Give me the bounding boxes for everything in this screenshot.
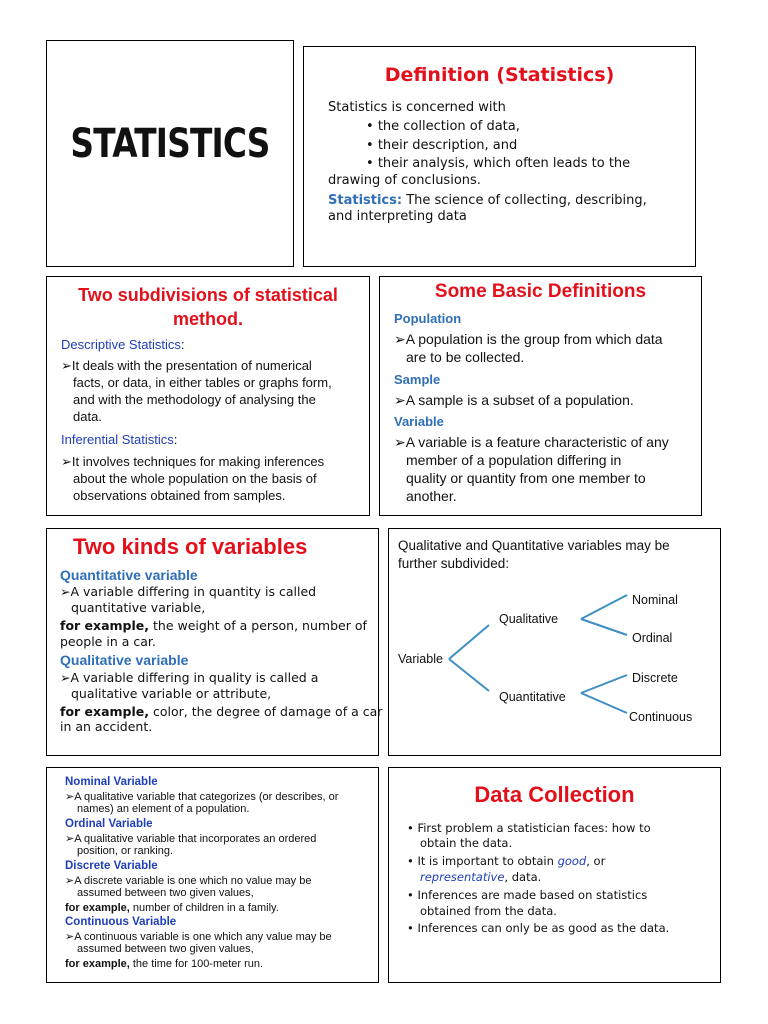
statistics-title-card — [46, 40, 294, 267]
tree-edge — [581, 693, 627, 713]
definition-bullet: • the collection of data, — [366, 119, 520, 134]
data-collection-bullet: • First problem a statistician faces: how to — [407, 821, 651, 835]
discrete-label: Discrete Variable — [65, 860, 158, 872]
tree-node-nominal: Nominal — [632, 593, 678, 607]
definition-continuation: drawing of conclusions. — [328, 173, 481, 188]
population-line: are to be collected. — [406, 349, 525, 365]
inferential-line: about the whole population on the basis of — [73, 471, 317, 486]
definition-card — [303, 46, 696, 267]
variable-kinds-card — [46, 528, 383, 756]
data-collection-bullet-cont: obtained from the data. — [420, 904, 557, 918]
definition-bullet: • their description, and — [366, 138, 518, 153]
nominal-line: names) an element of a population. — [77, 803, 250, 815]
continuous-label: Continuous Variable — [65, 916, 177, 928]
quantitative-example: people in a car. — [60, 634, 156, 649]
definition-statement-cont: and interpreting data — [328, 209, 467, 224]
qualitative-label: Qualitative variable — [60, 652, 189, 668]
inferential-line: ➢ It involves techniques for making inferences — [61, 454, 324, 470]
statistics-title: STATISTICS — [70, 121, 270, 167]
data-collection-title: Data Collection — [474, 782, 635, 807]
variable-types-card — [46, 767, 379, 983]
data-collection-bullet: • Inferences can only be as good as the data. — [407, 921, 670, 935]
descriptive-line: ➢ It deals with the presentation of numerical — [61, 358, 312, 374]
variable-kinds-title: Two kinds of variables — [73, 534, 308, 559]
tree-node-discrete: Discrete — [632, 671, 678, 685]
tree-node-variable: Variable — [398, 652, 443, 666]
descriptive-line: facts, or data, in either tables or graphs form, — [73, 375, 332, 390]
tree-node-quantitative: Quantitative — [499, 690, 566, 704]
descriptive-line: data. — [73, 409, 102, 424]
definition-title: Definition (Statistics) — [384, 64, 615, 86]
subdivision-tree-card — [388, 528, 721, 756]
sample-label: Sample — [394, 372, 441, 387]
tree-header: Qualitative and Quantitative variables may be — [398, 538, 670, 553]
population-line: ➢ A population is the group from which data — [394, 331, 663, 348]
continuous-line: assumed between two given values, — [77, 943, 254, 955]
ordinal-label: Ordinal Variable — [65, 818, 153, 830]
tree-node-qualitative: Qualitative — [499, 612, 559, 626]
variable-line: another. — [406, 488, 457, 504]
qualitative-line: ➢ A variable differing in quality is called a — [60, 670, 318, 685]
subdivisions-title-line1: Two subdivisions of statistical — [78, 285, 338, 305]
inferential-line: observations obtained from samples. — [73, 488, 286, 503]
definition-bullet: • their analysis, which often leads to the — [366, 156, 631, 171]
tree-edge — [581, 619, 627, 635]
data-collection-bullet: • Inferences are made based on statistics — [407, 888, 648, 902]
discrete-line: ➢ A discrete variable is one which no value may be — [65, 874, 311, 887]
data-collection-bullet: • It is important to obtain good, or — [407, 854, 606, 868]
population-label: Population — [394, 311, 462, 326]
definition-statement: Statistics: The science of collecting, describing, — [328, 193, 647, 208]
inferential-label: Inferential Statistics: — [61, 432, 178, 447]
basic-definitions-title: Some Basic Definitions — [434, 281, 647, 302]
tree-node-ordinal: Ordinal — [632, 631, 673, 645]
qualitative-example: in an accident. — [60, 719, 153, 734]
ordinal-line: ➢ A qualitative variable that incorporates an ordered — [65, 832, 316, 845]
definition-intro: Statistics is concerned with — [328, 100, 506, 115]
discrete-line: assumed between two given values, — [77, 887, 254, 899]
quantitative-line: ➢ A variable differing in quantity is called — [60, 584, 316, 599]
qualitative-line: qualitative variable or attribute, — [71, 686, 272, 701]
tree-edge — [581, 675, 627, 693]
variable-line: quality or quantity from one member to — [406, 470, 646, 486]
tree-header: further subdivided: — [398, 556, 510, 571]
ordinal-line: position, or ranking. — [77, 845, 173, 857]
variable-label: Variable — [394, 414, 444, 429]
tree-edge — [449, 659, 489, 691]
nominal-line: ➢ A qualitative variable that categorizes (or describes, or — [65, 790, 338, 803]
data-collection-card — [388, 767, 721, 983]
discrete-example: for example, number of children in a family. — [65, 902, 279, 914]
tree-node-continuous: Continuous — [629, 710, 693, 724]
quantitative-label: Quantitative variable — [60, 567, 198, 583]
subdivisions-title-line2: method. — [173, 309, 243, 329]
tree-edge — [581, 595, 627, 619]
quantitative-line: quantitative variable, — [71, 600, 206, 615]
variable-line: member of a population differing in — [406, 452, 622, 468]
variable-line: ➢ A variable is a feature characteristic of any — [394, 434, 669, 451]
continuous-example: for example, the time for 100-meter run. — [65, 958, 264, 970]
basic-definitions-card — [379, 276, 702, 516]
descriptive-line: and with the methodology of analysing the — [73, 392, 316, 407]
descriptive-label: Descriptive Statistics: — [61, 337, 185, 352]
nominal-label: Nominal Variable — [65, 776, 158, 788]
data-collection-bullet-cont: obtain the data. — [420, 836, 513, 850]
tree-edge — [449, 625, 489, 659]
quantitative-example: for example, the weight of a person, number of — [60, 618, 367, 633]
continuous-line: ➢ A continuous variable is one which any value may be — [65, 930, 332, 943]
subdivisions-card — [46, 276, 370, 516]
data-collection-bullet-cont: representative, data. — [420, 870, 542, 884]
sample-line: ➢ A sample is a subset of a population. — [394, 392, 634, 409]
qualitative-example: for example, color, the degree of damage of a car — [60, 704, 383, 719]
